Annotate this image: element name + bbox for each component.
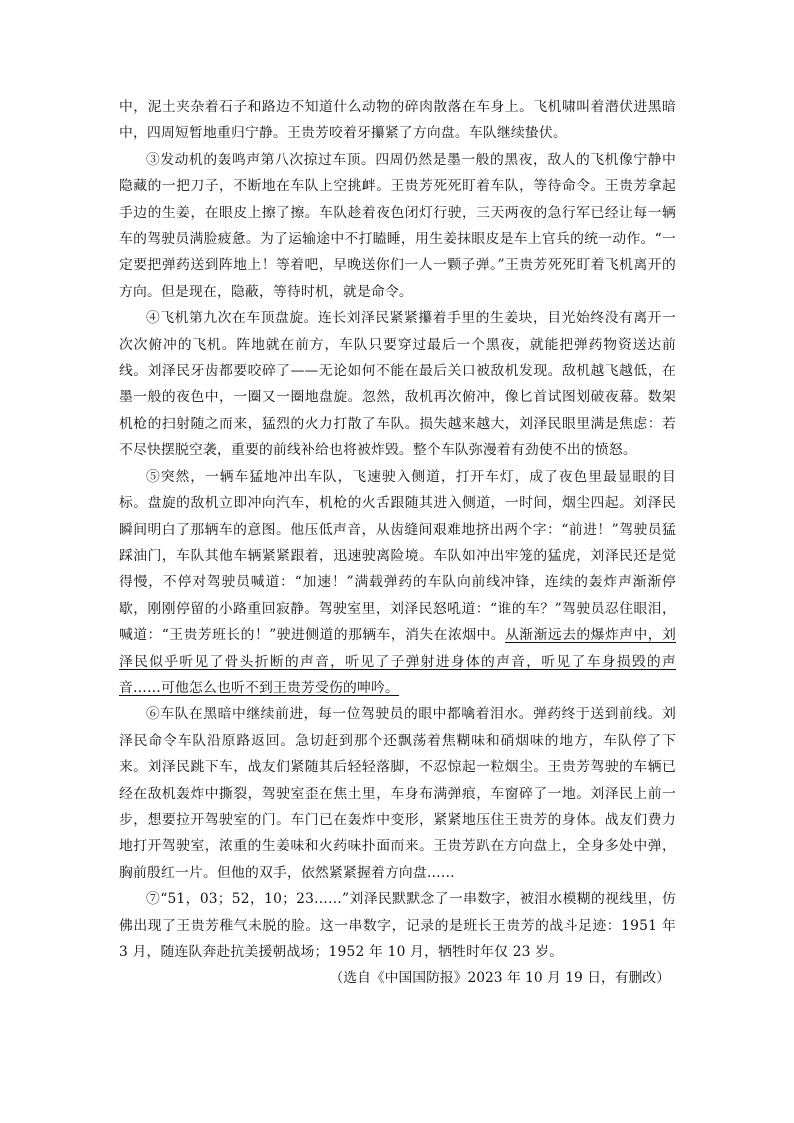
paragraph-continued xyxy=(119,94,676,147)
paragraph-4 xyxy=(119,305,676,463)
paragraph-text: ⑦“51，03；52，10；23……”刘泽民默默念了一串数字，被泪水模糊的视线里，仿佛出现了王贵芳稚气未脱的脸。这一串数字，记录的是班长王贵芳的战斗足迹：1951 年 3 月，随连队奔赴抗美援朝战场；1952 年 10 月，牺牲时年仅 23 岁。 xyxy=(119,891,676,960)
paragraph-7 xyxy=(119,886,676,965)
paragraph-5 xyxy=(119,464,676,702)
paragraph-3 xyxy=(119,147,676,305)
paragraph-text: ④飞机第九次在车顶盘旋。连长刘泽民紧紧攥着手里的生姜块，目光始终没有离开一次次俯冲的飞机。阵地就在前方，车队只要穿过最后一个黑夜，就能把弹药物资送达前线。刘泽民牙齿都要咬碎了——无论如何不能在最后关口被敌机发现。敌机越飞越低，在墨一般的夜色中，一圈又一圈地盘旋。忽然，敌机再次俯冲，像匕首试图划破夜幕。数架机枪的扫射随之而来，猛烈的火力打散了车队。损失越来越大，刘泽民眼里满是焦虑：若不尽快摆脱空袭，重要的前线补给也将被炸毁。整个车队弥漫着有劲使不出的愤怒。 xyxy=(119,310,676,459)
paragraph-text: ③发动机的轰鸣声第八次掠过车顶。四周仍然是墨一般的黑夜，敌人的飞机像宁静中隐藏的一把刀子，不断地在车队上空挑衅。王贵芳死死盯着车队，等待命令。王贵芳拿起手边的生姜，在眼皮上擦了擦。车队趁着夜色闭灯行驶，三天两夜的急行军已经让每一辆车的驾驶员满脸疲惫。为了运输途中不打瞌睡，用生姜抹眼皮是车上官兵的统一动作。“一定要把弹药送到阵地上！等着吧，早晚送你们一人一颗子弹。”王贵芳死死盯着飞机离开的方向。但是现在，隐蔽，等待时机，就是命令。 xyxy=(119,151,676,300)
underlined-sentence: 从渐渐远去的爆炸声中，刘泽民似乎听见了骨头折断的声音，听见了子弹射进身体的声音，听见了车身损毁的声音……可他怎么也听不到王贵芳受伤的呻吟。 xyxy=(119,627,676,696)
document-page xyxy=(119,94,676,992)
paragraph-6 xyxy=(119,701,676,886)
source-citation xyxy=(119,965,676,991)
source-text: （选自《中国国防报》2023 年 10 月 19 日，有删改） xyxy=(329,970,670,987)
paragraph-text: ⑥车队在黑暗中继续前进，每一位驾驶员的眼中都噙着泪水。弹药终于送到前线。刘泽民命令车队沿原路返回。急切赶到那个还飘荡着焦糊味和硝烟味的地方，车队停了下来。刘泽民跳下车，战友们紧随其后轻轻落脚，不忍惊起一粒烟尘。王贵芳驾驶的车辆已经在敌机轰炸中撕裂，驾驶室歪在焦土里，车身布满弹痕，车窗碎了一地。刘泽民上前一步，想要拉开驾驶室的门。车门已在轰炸中变形，紧紧地压住王贵芳的身体。战友们费力地打开驾驶室，浓重的生姜味和火药味扑面而来。王贵芳趴在方向盘上，全身多处中弹，胸前殷红一片。但他的双手，依然紧紧握着方向盘…… xyxy=(119,706,676,881)
paragraph-text: 中，泥土夹杂着石子和路边不知道什么动物的碎肉散落在车身上。飞机啸叫着潜伏进黑暗中，四周短暂地重归宁静。王贵芳咬着牙攥紧了方向盘。车队继续蛰伏。 xyxy=(119,99,676,142)
paragraph-text: ⑤突然，一辆车猛地冲出车队，飞速驶入侧道，打开车灯，成了夜色里最显眼的目标。盘旋的敌机立即冲向汽车，机枪的火舌跟随其进入侧道，一时间，烟尘四起。刘泽民瞬间明白了那辆车的意图。他压低声音，从齿缝间艰难地挤出两个字：“前进！”驾驶员猛踩油门，车队其他车辆紧紧跟着，迅速驶离险境。车队如冲出牢笼的猛虎，刘泽民还是觉得慢，不停对驾驶员喊道：“加速！”满载弹药的车队向前线冲锋，连续的轰炸声渐渐停歇，刚刚停留的小路重回寂静。驾驶室里，刘泽民怒吼道：“谁的车？”驾驶员忍住眼泪，喊道：“王贵芳班长的！”驶进侧道的那辆车，消失在浓烟中。 xyxy=(119,468,676,644)
